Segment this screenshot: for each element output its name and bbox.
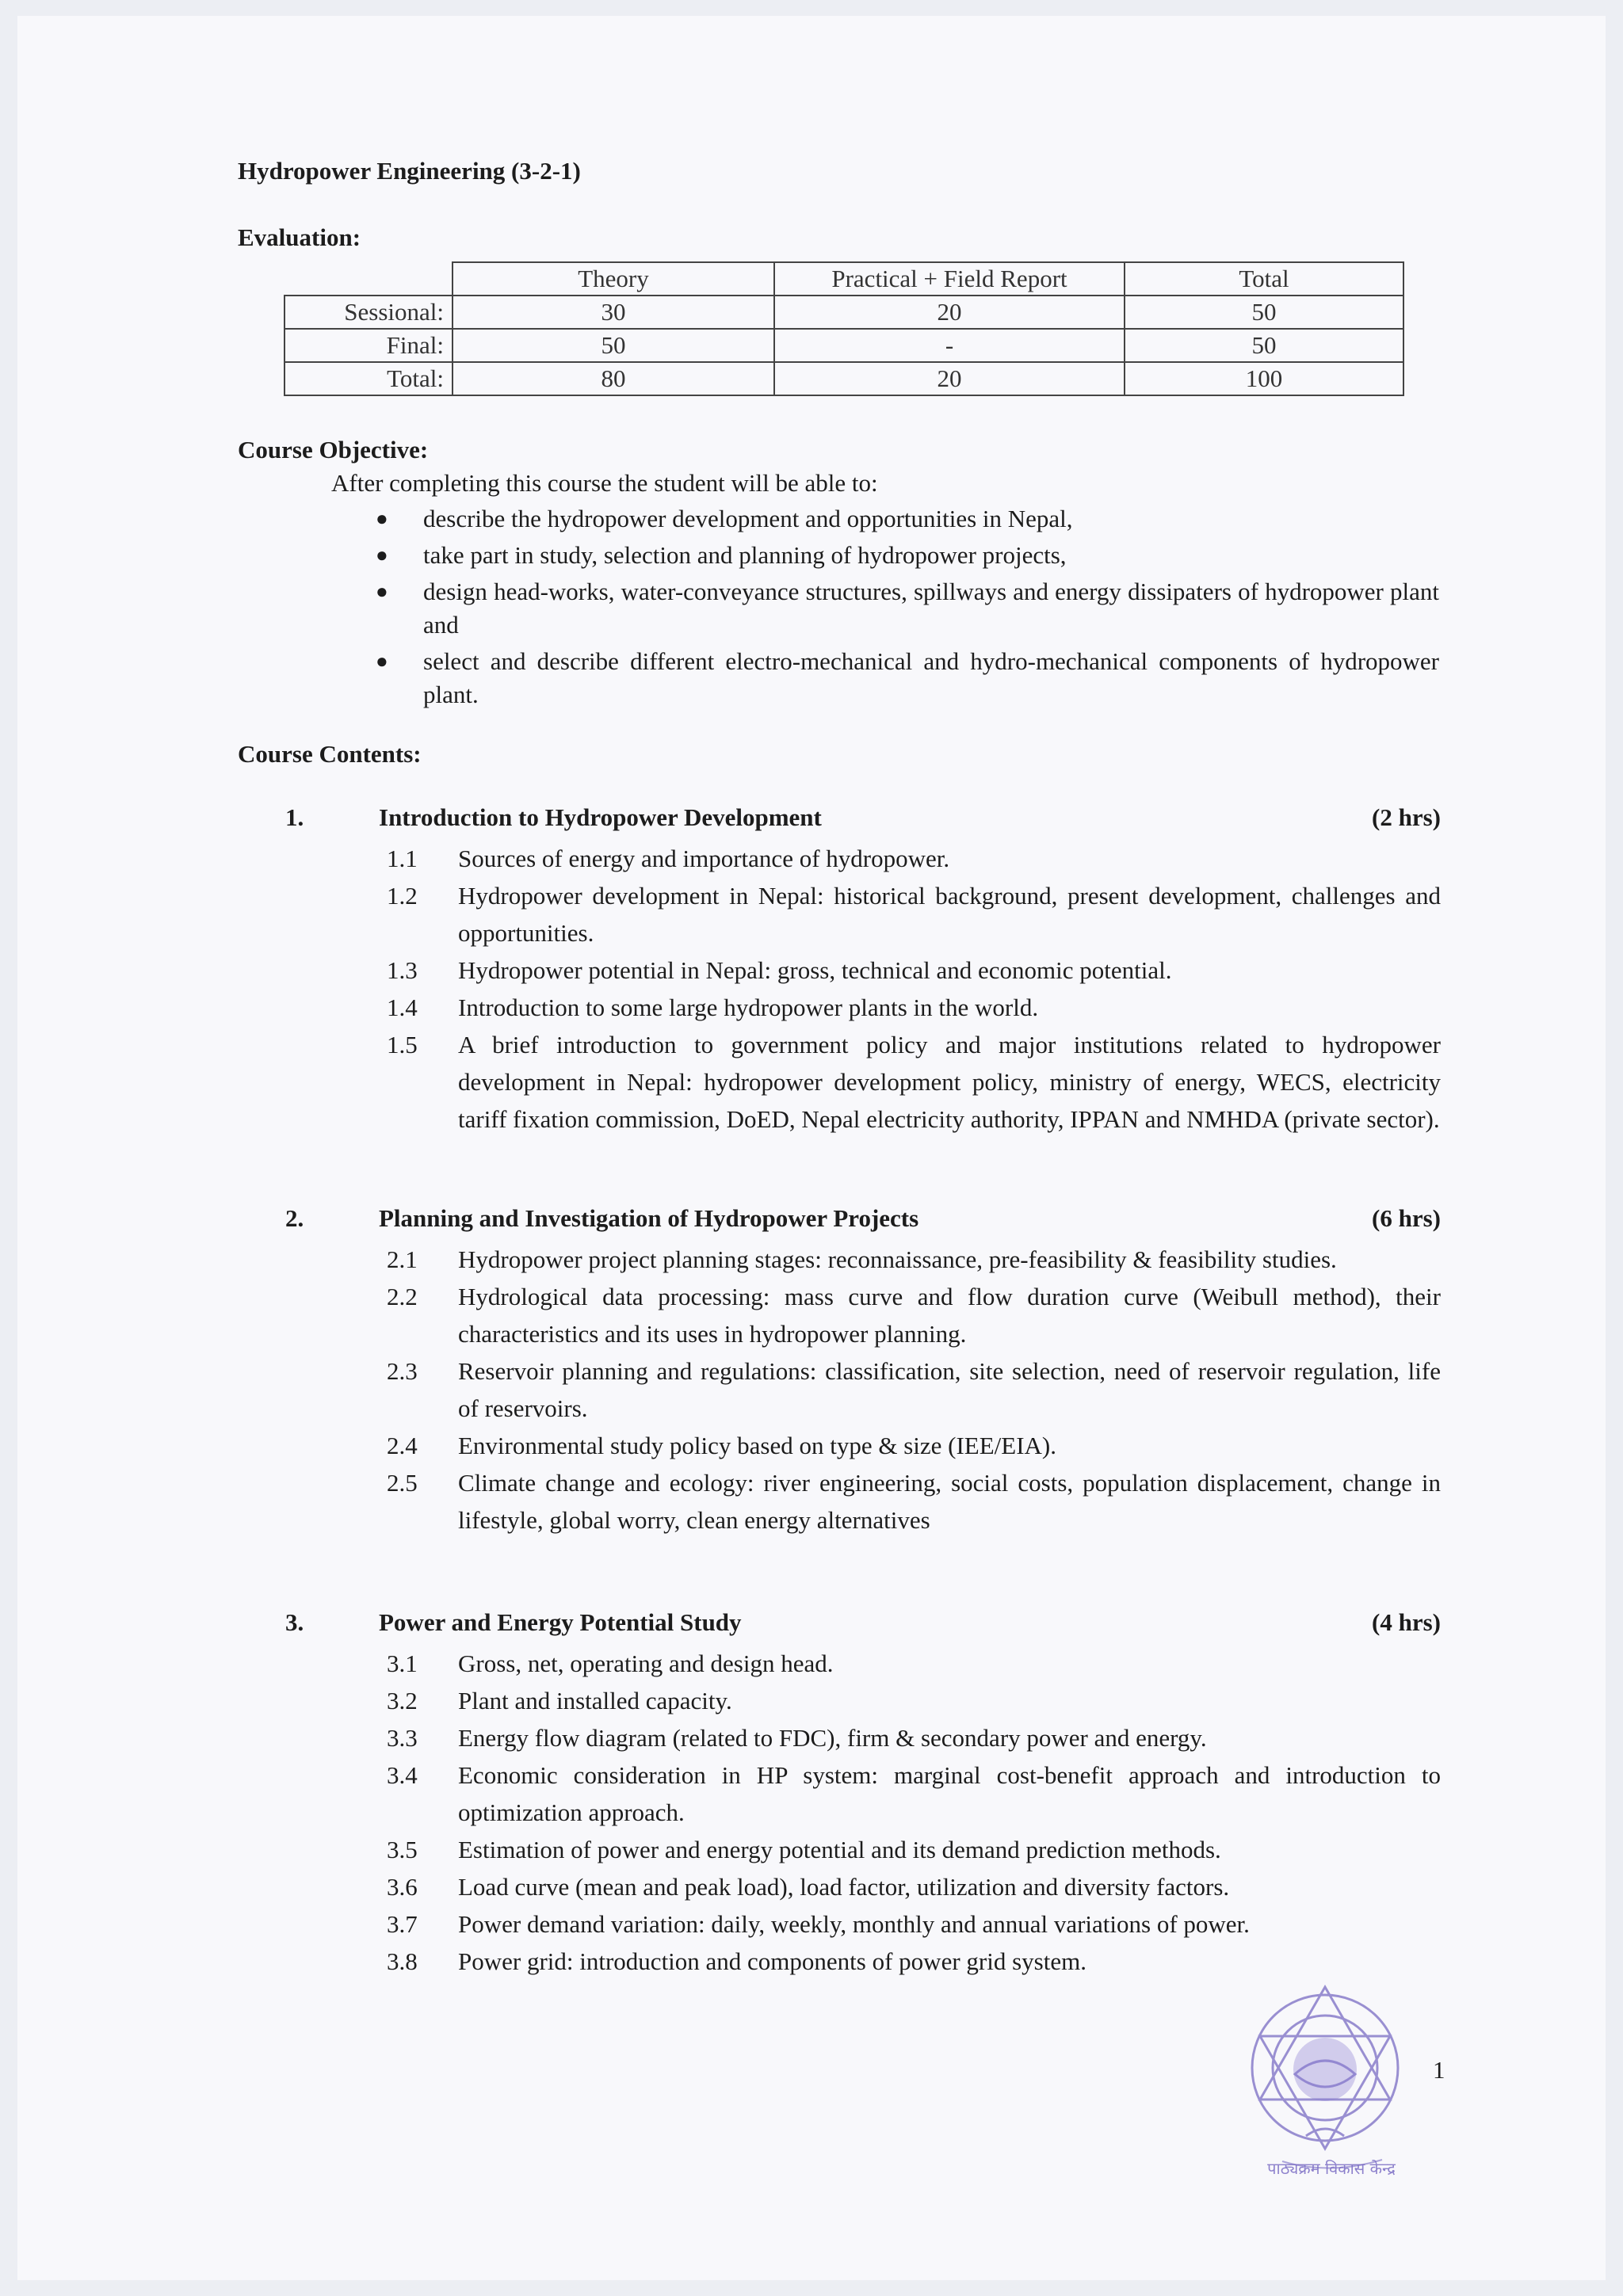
- item-number: 3.3: [387, 1724, 418, 1752]
- page-number: 1: [1433, 2056, 1445, 2084]
- item-number: 2.5: [387, 1469, 418, 1497]
- item-text: Reservoir planning and regulations: classification, site selection, need of reservoir regulation, life of reservoirs.: [458, 1357, 1441, 1422]
- item-text: Hydropower potential in Nepal: gross, technical and economic potential.: [458, 956, 1172, 984]
- section-title: Planning and Investigation of Hydropower Projects: [379, 1204, 919, 1232]
- objective-list: [372, 502, 1439, 715]
- list-item: [284, 1868, 1441, 1905]
- item-text: Hydropower project planning stages: reconnaissance, pre-feasibility & feasibility studies.: [458, 1245, 1337, 1273]
- list-item: [372, 575, 1439, 642]
- table-header-practical: Practical + Field Report: [774, 262, 1125, 296]
- course-title: Hydropower Engineering (3-2-1): [238, 157, 581, 185]
- list-item: [284, 1682, 1441, 1719]
- table-row: [285, 329, 1403, 362]
- contents-heading: Course Contents:: [238, 740, 422, 768]
- section-header: [284, 803, 1441, 840]
- objective-text: describe the hydropower development and opportunities in Nepal,: [423, 505, 1073, 532]
- item-number: 3.6: [387, 1873, 418, 1901]
- table-cell: 20: [774, 362, 1125, 395]
- content-section-3: [284, 1608, 1441, 1980]
- item-text: Gross, net, operating and design head.: [458, 1650, 834, 1677]
- list-item: [284, 1464, 1441, 1539]
- list-item: [284, 1719, 1441, 1756]
- section-items: [284, 840, 1441, 1138]
- section-header: [284, 1204, 1441, 1241]
- objective-text: take part in study, selection and planning of hydropower projects,: [423, 541, 1067, 569]
- item-text: Plant and installed capacity.: [458, 1687, 732, 1714]
- section-hours: (4 hrs): [1372, 1608, 1441, 1636]
- list-item: [284, 1352, 1441, 1427]
- section-header: [284, 1608, 1441, 1645]
- list-item: [372, 539, 1439, 572]
- table-cell: -: [774, 329, 1125, 362]
- table-row: [285, 296, 1403, 329]
- item-number: 2.4: [387, 1432, 418, 1459]
- university-seal-icon: [1227, 1981, 1439, 2179]
- section-items: [284, 1645, 1441, 1980]
- list-item: [372, 502, 1439, 536]
- objective-heading: Course Objective:: [238, 436, 429, 463]
- section-hours: (6 hrs): [1372, 1204, 1441, 1232]
- list-item: [284, 877, 1441, 952]
- seal-text: पाठ्यक्रम विकास केन्द्र: [1267, 2159, 1396, 2178]
- item-number: 2.2: [387, 1283, 418, 1310]
- item-text: Estimation of power and energy potential and its demand prediction methods.: [458, 1836, 1221, 1863]
- table-corner-cell: [285, 262, 453, 296]
- item-text: Introduction to some large hydropower plants in the world.: [458, 994, 1039, 1021]
- item-text: Power grid: introduction and components of power grid system.: [458, 1947, 1086, 1975]
- item-number: 2.3: [387, 1357, 418, 1385]
- item-number: 3.8: [387, 1947, 418, 1975]
- item-text: A brief introduction to government policy and major institutions related to hydropower development in Nepal: hydropower development policy, ministry of energy, WECS, electricity tariff fixation commission, DoED, Nepal electricity authority, IPPAN and NMHDA (private sector).: [458, 1031, 1441, 1133]
- item-text: Sources of energy and importance of hydropower.: [458, 845, 950, 872]
- item-text: Hydrological data processing: mass curve and flow duration curve (Weibull method), their characteristics and its uses in hydropower planning.: [458, 1283, 1441, 1348]
- list-item: [284, 989, 1441, 1026]
- section-title: Introduction to Hydropower Development: [379, 803, 822, 831]
- item-text: Load curve (mean and peak load), load factor, utilization and diversity factors.: [458, 1873, 1230, 1901]
- content-section-1: [284, 803, 1441, 1138]
- item-number: 2.1: [387, 1245, 418, 1273]
- section-hours: (2 hrs): [1372, 803, 1441, 831]
- table-header-theory: Theory: [453, 262, 774, 296]
- table-header-total: Total: [1125, 262, 1403, 296]
- list-item: [284, 1427, 1441, 1464]
- evaluation-table: [284, 261, 1404, 396]
- content-section-2: [284, 1204, 1441, 1539]
- item-text: Power demand variation: daily, weekly, monthly and annual variations of power.: [458, 1910, 1250, 1938]
- list-item: [284, 840, 1441, 877]
- section-items: [284, 1241, 1441, 1539]
- table-cell: 80: [453, 362, 774, 395]
- item-number: 1.1: [387, 845, 418, 872]
- objective-text: design head-works, water-conveyance structures, spillways and energy dissipaters of hydropower plant and: [423, 578, 1439, 639]
- bullet-icon: ●: [376, 580, 388, 603]
- item-number: 1.2: [387, 882, 418, 910]
- list-item: [284, 1278, 1441, 1352]
- objective-intro: After completing this course the student will be able to:: [331, 469, 878, 497]
- table-cell: 50: [1125, 296, 1403, 329]
- item-text: Climate change and ecology: river engineering, social costs, population displacement, change in lifestyle, global worry, clean energy alternatives: [458, 1469, 1441, 1534]
- item-text: Economic consideration in HP system: marginal cost-benefit approach and introduction to optimization approach.: [458, 1761, 1441, 1826]
- list-item: [284, 1831, 1441, 1868]
- list-item: [284, 1026, 1441, 1138]
- list-item: [284, 1645, 1441, 1682]
- table-cell: 100: [1125, 362, 1403, 395]
- table-cell: 30: [453, 296, 774, 329]
- table-header-row: [285, 262, 1403, 296]
- section-title: Power and Energy Potential Study: [379, 1608, 742, 1636]
- bullet-icon: ●: [376, 507, 388, 530]
- item-number: 1.5: [387, 1031, 418, 1058]
- list-item: [284, 1241, 1441, 1278]
- row-label: Total:: [285, 362, 453, 395]
- item-number: 3.5: [387, 1836, 418, 1863]
- section-number: 3.: [285, 1608, 304, 1636]
- table-cell: 20: [774, 296, 1125, 329]
- item-text: Environmental study policy based on type & size (IEE/EIA).: [458, 1432, 1057, 1459]
- list-item: [284, 1905, 1441, 1943]
- item-number: 3.2: [387, 1687, 418, 1714]
- table-row: [285, 362, 1403, 395]
- section-number: 2.: [285, 1204, 304, 1232]
- item-number: 3.4: [387, 1761, 418, 1789]
- evaluation-heading: Evaluation:: [238, 223, 361, 251]
- row-label: Final:: [285, 329, 453, 362]
- list-item: [284, 952, 1441, 989]
- table-cell: 50: [453, 329, 774, 362]
- table-cell: 50: [1125, 329, 1403, 362]
- item-number: 1.4: [387, 994, 418, 1021]
- item-text: Energy flow diagram (related to FDC), firm & secondary power and energy.: [458, 1724, 1207, 1752]
- list-item: [284, 1756, 1441, 1831]
- list-item: [284, 1943, 1441, 1980]
- item-text: Hydropower development in Nepal: historical background, present development, challenges and opportunities.: [458, 882, 1441, 947]
- item-number: 3.1: [387, 1650, 418, 1677]
- item-number: 3.7: [387, 1910, 418, 1938]
- item-number: 1.3: [387, 956, 418, 984]
- bullet-icon: ●: [376, 543, 388, 566]
- objective-text: select and describe different electro-mechanical and hydro-mechanical components of hydropower plant.: [423, 647, 1439, 708]
- bullet-icon: ●: [376, 650, 388, 673]
- list-item: [372, 645, 1439, 711]
- section-number: 1.: [285, 803, 304, 831]
- row-label: Sessional:: [285, 296, 453, 329]
